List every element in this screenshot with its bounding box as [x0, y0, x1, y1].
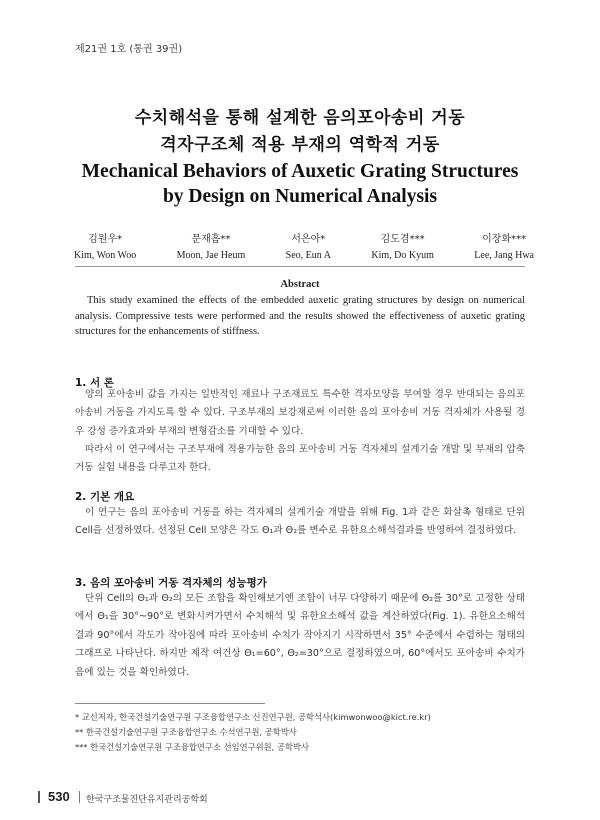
- issue-header: 제21권 1호 (통권 39권): [75, 44, 183, 55]
- abstract-heading: Abstract: [280, 279, 320, 290]
- author-name-english: Lee, Jang Hwa: [474, 250, 534, 261]
- body-paragraph: 단위 Cell의 Θ₁과 Θ₂의 모든 조합을 확인해보기엔 조합이 너무 다양하기 때문에 Θ₂를 30°로 고정한 상태에서 Θ₁을 30°~90°로 변화시켜가면서 수치해석 및 유한요소해석 값을 계산하였다(Fig. 1). 유한요소해석 결과 90°에서 각도가 작아짐에 따라 포아송비 수치가 작아지기 시작하면서 35° 수준에서 수렴하는 형태의 그래프로 나타난다. 하지만 제작 여건상 Θ₁=60°, Θ₂=30°으로 결정하였으며, 60°에서도 포아송비 수치가 음에 있는 것을 확인하였다.: [75, 593, 525, 678]
- author-name-korean: 문재흠**: [191, 234, 231, 245]
- body-paragraph: 따라서 이 연구에서는 구조부재에 적용가능한 음의 포아송비 거동 격자체의 설계기술 개발 및 부재의 압축거동 실험 내용을 다루고자 한다.: [75, 444, 525, 474]
- page-number: 530: [48, 789, 70, 804]
- author: [474, 232, 534, 264]
- footer-separator: [79, 791, 80, 803]
- body-paragraph: 양의 포아송비 값을 가지는 일반적인 재료나 구조재료도 특수한 격자모양을 부여할 경우 반대되는 음의포아송비 거동을 가지도록 할 수 있다. 구조부재의 보강재로써 이러한 음의 포아송비 거동 격자체가 사용될 경우 강성 증가효과와 부재의 변형감소를 기대할 수 있다.: [75, 389, 525, 437]
- footnote: ** 한국건설기술연구원 구조융합연구소 수석연구원, 공학박사: [75, 727, 297, 737]
- author-name-english: Kim, Won Woo: [74, 250, 137, 261]
- abstract-body: This study examined the effects of the embedded auxetic grating structures by design on numerical analysis. Compressive tests were performed and the results showed the effectiveness of auxetic grating structures for the enhancements of stiffness.: [75, 295, 525, 337]
- author-name-english: Seo, Eun A: [285, 250, 331, 261]
- author: [74, 232, 136, 264]
- title-korean-line2: 격자구조체 적용 부재의 역학적 거동: [160, 135, 440, 155]
- footnote: *** 한국건설기술연구원 구조융합연구소 선임연구위원, 공학박사: [75, 742, 310, 752]
- author-list: [74, 232, 534, 264]
- author: [371, 232, 434, 264]
- footnote-divider: [75, 703, 265, 704]
- author-name-korean: 서은아*: [291, 234, 326, 245]
- author-name-korean: 김도겸***: [380, 234, 425, 245]
- title-english-line1: Mechanical Behaviors of Auxetic Grating Structures: [81, 161, 519, 182]
- section-heading: 3. 음의 포아송비 거동 격자체의 성능평가: [75, 577, 267, 589]
- author-name-english: Kim, Do Kyum: [371, 250, 434, 261]
- author-name-korean: 김원우*: [88, 234, 123, 245]
- title-english-line2: by Design on Numerical Analysis: [162, 186, 438, 207]
- author-name-korean: 이장화***: [482, 234, 527, 245]
- divider: [75, 266, 525, 267]
- author-name-english: Moon, Jae Heum: [176, 250, 246, 261]
- journal-name: 한국구조물진단유지관리공학회: [86, 795, 208, 805]
- section-heading: 2. 기본 개요: [75, 491, 135, 503]
- title-korean-line1: 수치해석을 통해 설계한 음의포아송비 거동: [134, 108, 466, 128]
- author: [286, 232, 331, 264]
- author: [177, 232, 246, 264]
- page-marker: [38, 791, 40, 803]
- footnote: * 교신저자, 한국건설기술연구원 구조융합연구소 신진연구원, 공학석사(kimwonwoo@kict.re.kr): [75, 712, 431, 722]
- body-paragraph: 이 연구는 음의 포아송비 거동을 하는 격자체의 설계기술 개발을 위해 Fig. 1과 같은 화살촉 형태로 단위 Cell을 선정하였다. 선정된 Cell 모양은 각도 Θ₁과 Θ₂를 변수로 유한요소해석결과를 반영하여 결정하였다.: [75, 507, 525, 537]
- section-heading: 1. 서 론: [75, 377, 114, 389]
